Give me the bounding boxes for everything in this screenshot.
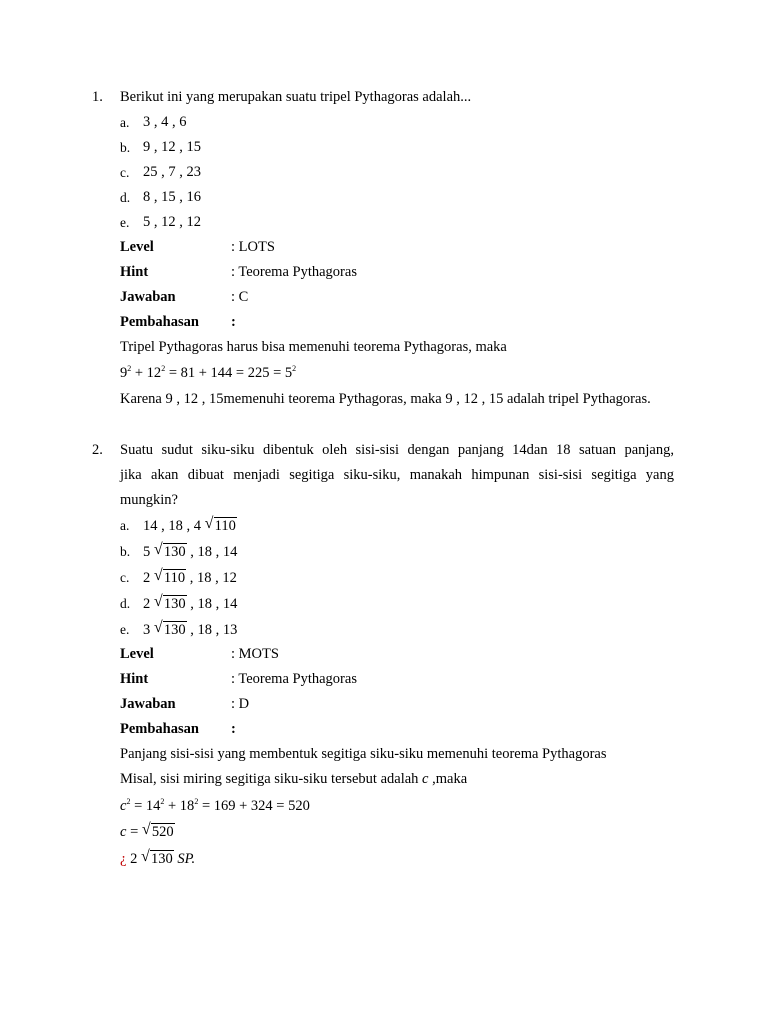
hint-label: Hint	[120, 264, 149, 280]
option-letter: e.	[120, 622, 130, 637]
option-text: 8 , 15 , 16	[143, 189, 201, 205]
equation: ¿ 2 √ 130 SP.	[120, 848, 196, 867]
option-text: 25 , 7 , 23	[143, 164, 201, 180]
hint-label: Hint	[120, 671, 149, 687]
answer-label: Jawaban	[120, 696, 176, 712]
level-value: : MOTS	[231, 646, 279, 662]
level-label: Level	[120, 646, 154, 662]
option-text: 5 , 12 , 12	[143, 214, 201, 230]
sqrt-symbol: √ 110	[204, 515, 236, 534]
option-letter: c.	[120, 570, 130, 585]
sqrt-symbol: √ 130	[153, 593, 186, 612]
question-number: 2.	[92, 442, 103, 458]
answer-value: : D	[231, 696, 250, 712]
option-letter: e.	[120, 215, 130, 230]
option-letter: b.	[120, 140, 131, 155]
equation: $c^2 = 14^2 + 18^2 = 169 + 324 = 520$	[120, 797, 310, 814]
question-text: jika akan dibuat menjadi segitiga siku-siku, manakah himpunan sisi-sisi segitiga yang	[120, 467, 674, 483]
question-text: Suatu sudut siku-siku dibentuk oleh sisi-sisi dengan panjang 14dan 18 satuan panjang,	[120, 442, 674, 458]
discussion-text: Karena 9 , 12 , 15memenuhi teorema Pythagoras, maka 9 , 12 , 15 adalah tripel Pythagoras.	[120, 391, 651, 407]
option-text: 3 , 4 , 6	[143, 114, 187, 130]
option-letter: d.	[120, 596, 131, 611]
question-text: mungkin?	[120, 492, 178, 508]
discussion-label: Pembahasan	[120, 721, 199, 737]
hint-value: : Teorema Pythagoras	[231, 671, 357, 687]
option-text: 2 √ 110 , 18 , 12	[143, 567, 237, 586]
option-text: 5 √ 130 , 18 , 14	[143, 541, 238, 560]
sqrt-symbol: √ 110	[153, 567, 186, 586]
option-letter: b.	[120, 544, 131, 559]
level-label: Level	[120, 239, 154, 255]
option-letter: a.	[120, 518, 130, 533]
discussion-text: Misal, sisi miring segitiga siku-siku tersebut adalah c ,maka	[120, 771, 468, 787]
option-text: 3 √ 130 , 18 , 13	[143, 619, 238, 638]
sqrt-symbol: √ 130	[153, 619, 186, 638]
hint-value: : Teorema Pythagoras	[231, 264, 357, 280]
level-value: : LOTS	[231, 239, 275, 255]
question-text: Berikut ini yang merupakan suatu tripel Pythagoras adalah...	[120, 89, 472, 105]
sqrt-symbol: √ 520	[141, 821, 174, 840]
question-number: 1.	[92, 89, 103, 105]
answer-value: : C	[231, 289, 249, 305]
answer-label: Jawaban	[120, 289, 176, 305]
option-letter: a.	[120, 115, 130, 130]
option-text: 14 , 18 , 4 √ 110	[143, 515, 236, 534]
placeholder-mark: ¿	[120, 851, 127, 867]
sqrt-symbol: √ 130	[140, 848, 173, 867]
discussion-colon: :	[231, 314, 236, 330]
discussion-label: Pembahasan	[120, 314, 199, 330]
discussion-colon: :	[231, 721, 236, 737]
option-letter: d.	[120, 190, 131, 205]
option-text: 9 , 12 , 15	[143, 139, 201, 155]
discussion-text: Panjang sisi-sisi yang membentuk segitiga siku-siku memenuhi teorema Pythagoras	[120, 746, 607, 762]
equation: c = √ 520	[120, 821, 174, 840]
option-text: 2 √ 130 , 18 , 14	[143, 593, 238, 612]
equation: $9^2 + 12^2 = 81 + 144 = 225 = 5^2$	[120, 364, 297, 381]
discussion-text: Tripel Pythagoras harus bisa memenuhi teorema Pythagoras, maka	[120, 339, 507, 355]
sqrt-symbol: √ 130	[153, 541, 186, 560]
option-letter: c.	[120, 165, 130, 180]
